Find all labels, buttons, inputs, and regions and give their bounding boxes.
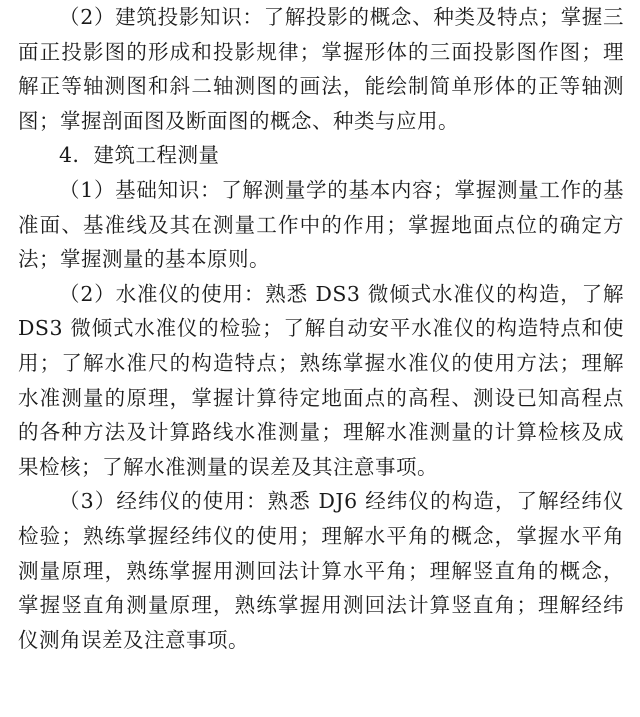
paragraph-projection-knowledge: （2）建筑投影知识：了解投影的概念、种类及特点；掌握三面正投影图的形成和投影规律；掌握形体的三面投影图作图；理解正等轴测图和斜二轴测图的画法，能绘制简单形体的正等轴测图；掌握剖面图及断面图的概念、种类与应用。 [18,5,624,133]
paragraph-level-usage: （2）水准仪的使用：熟悉 DS3 微倾式水准仪的构造，了解 DS3 微倾式水准仪的检验；了解自动安平水准仪的构造特点和使用；了解水准尺的构造特点；熟练掌握水准仪的使用方法；理解水准测量的原理，掌握计算待定地面点的高程、测设已知高程点的各种方法及计算路线水准测量；理解水准测量的计算检核及成果检核；了解水准测量的误差及其注意事项。 [18,281,624,479]
paragraph-basic-knowledge: （1）基础知识：了解测量学的基本内容；掌握测量工作的基准面、基准线及其在测量工作中的作用；掌握地面点位的确定方法；掌握测量的基本原则。 [18,177,624,272]
section-heading-surveying: 4．建筑工程测量 [59,143,220,168]
paragraph-theodolite-usage: （3）经纬仪的使用：熟悉 DJ6 经纬仪的构造，了解经纬仪检验；熟练掌握经纬仪的使用；理解水平角的概念，掌握水平角测量原理，熟练掌握用测回法计算水平角；理解竖直角的概念，掌握竖直角测量原理，熟练掌握用测回法计算竖直角；理解经纬仪测角误差及注意事项。 [18,489,624,652]
document-body [18,0,624,657]
